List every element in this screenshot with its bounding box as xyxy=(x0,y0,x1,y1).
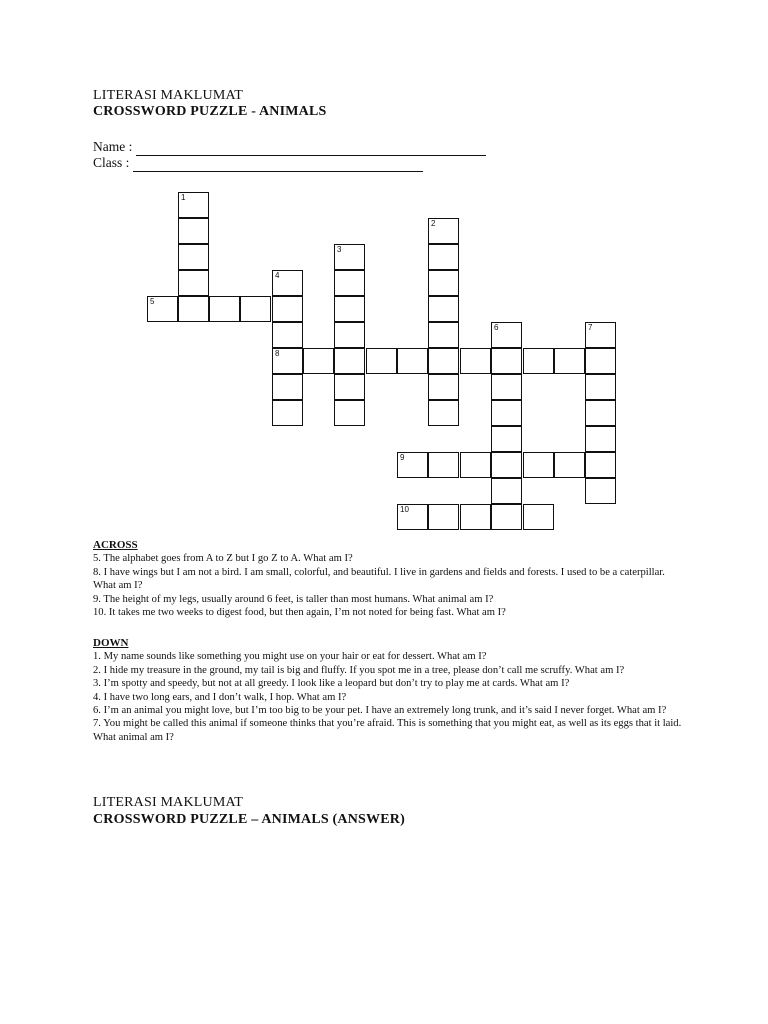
crossword-cell[interactable] xyxy=(428,244,459,270)
crossword-cell[interactable] xyxy=(428,400,459,426)
class-label: Class : xyxy=(93,155,130,170)
crossword-cell[interactable] xyxy=(178,296,209,322)
crossword-cell[interactable] xyxy=(272,296,303,322)
crossword-cell[interactable] xyxy=(147,296,178,322)
crossword-cell[interactable] xyxy=(585,478,616,504)
crossword-cell[interactable] xyxy=(272,348,303,374)
crossword-cell[interactable] xyxy=(272,374,303,400)
crossword-cell[interactable] xyxy=(272,322,303,348)
crossword-cell[interactable] xyxy=(240,296,271,322)
crossword-cell[interactable] xyxy=(428,348,459,374)
crossword-cell[interactable] xyxy=(460,504,491,530)
crossword-cell[interactable] xyxy=(491,400,522,426)
crossword-cell[interactable] xyxy=(272,400,303,426)
crossword-cell[interactable] xyxy=(366,348,397,374)
clue-down-6: 6. I’m an animal you might love, but I’m too big to be your pet. I have an extremely long trunk, and it’s said I never forget. What am I? xyxy=(93,705,667,717)
crossword-cell[interactable] xyxy=(178,244,209,270)
clue-number: 6 xyxy=(494,323,499,332)
clue-number: 1 xyxy=(181,193,186,202)
clue-number: 3 xyxy=(337,245,342,254)
crossword-cell[interactable] xyxy=(460,452,491,478)
crossword-cell[interactable] xyxy=(460,348,491,374)
clue-across-10: 10. It takes me two weeks to digest food, but then again, I’m not noted for being fast. What am I? xyxy=(93,607,506,619)
clue-number: 9 xyxy=(400,453,405,462)
crossword-cell[interactable] xyxy=(334,296,365,322)
crossword-cell[interactable] xyxy=(334,244,365,270)
crossword-cell[interactable] xyxy=(585,426,616,452)
clue-number: 10 xyxy=(400,505,409,514)
clue-number: 5 xyxy=(150,297,155,306)
crossword-cell[interactable] xyxy=(178,270,209,296)
crossword-cell[interactable] xyxy=(554,452,585,478)
crossword-cell[interactable] xyxy=(397,348,428,374)
clue-down-7: 7. You might be called this animal if someone thinks that you’re afraid. This is something that you might eat, as well as its eggs that it laid. What animal am I? xyxy=(93,718,682,743)
down-heading: DOWN xyxy=(93,637,129,649)
answer-title: CROSSWORD PUZZLE – ANIMALS (ANSWER) xyxy=(93,812,405,827)
crossword-cell[interactable] xyxy=(491,452,522,478)
crossword-cell[interactable] xyxy=(585,400,616,426)
crossword-cell[interactable] xyxy=(209,296,240,322)
clue-down-2: 2. I hide my treasure in the ground, my tail is big and fluffy. If you spot me in a tree, please don’t call me scruffy. What am I? xyxy=(93,664,625,676)
crossword-cell[interactable] xyxy=(334,322,365,348)
crossword-cell[interactable] xyxy=(491,426,522,452)
crossword-cell[interactable] xyxy=(428,452,459,478)
clue-down-4: 4. I have two long ears, and I don’t walk, I hop. What am I? xyxy=(93,691,347,703)
crossword-cell[interactable] xyxy=(334,348,365,374)
crossword-cell[interactable] xyxy=(428,504,459,530)
crossword-cell[interactable] xyxy=(397,452,428,478)
subject-heading: LITERASI MAKLUMAT xyxy=(93,88,244,103)
crossword-cell[interactable] xyxy=(178,192,209,218)
crossword-cell[interactable] xyxy=(523,452,554,478)
page-title: CROSSWORD PUZZLE - ANIMALS xyxy=(93,104,327,119)
across-heading: ACROSS xyxy=(93,539,138,551)
down-clues xyxy=(93,637,683,744)
crossword-cell[interactable] xyxy=(272,270,303,296)
crossword-cell[interactable] xyxy=(523,348,554,374)
clue-across-9: 9. The height of my legs, usually around 6 feet, is taller than most humans. What animal am I? xyxy=(93,593,494,605)
crossword-cell[interactable] xyxy=(303,348,334,374)
name-label: Name : xyxy=(93,139,133,154)
crossword-cell[interactable] xyxy=(585,452,616,478)
crossword-cell[interactable] xyxy=(491,478,522,504)
crossword-cell[interactable] xyxy=(585,322,616,348)
crossword-cell[interactable] xyxy=(585,374,616,400)
clue-number: 7 xyxy=(588,323,593,332)
clue-number: 2 xyxy=(431,219,436,228)
crossword-cell[interactable] xyxy=(491,348,522,374)
crossword-cell[interactable] xyxy=(428,374,459,400)
crossword-cell[interactable] xyxy=(491,322,522,348)
crossword-cell[interactable] xyxy=(585,348,616,374)
across-clues xyxy=(93,539,683,619)
crossword-cell[interactable] xyxy=(428,322,459,348)
clue-number: 4 xyxy=(275,271,280,280)
crossword-cell[interactable] xyxy=(334,270,365,296)
clue-across-5: 5. The alphabet goes from A to Z but I go Z to A. What am I? xyxy=(93,553,353,565)
crossword-cell[interactable] xyxy=(491,374,522,400)
answer-subject-heading: LITERASI MAKLUMAT xyxy=(93,795,244,810)
crossword-cell[interactable] xyxy=(428,270,459,296)
crossword-cell[interactable] xyxy=(428,296,459,322)
clue-across-8: 8. I have wings but I am not a bird. I am small, colorful, and beautiful. I live in gardens and fields and forests. I used to be a caterpillar. What am I? xyxy=(93,566,665,592)
crossword-cell[interactable] xyxy=(428,218,459,244)
crossword-cell[interactable] xyxy=(554,348,585,374)
clue-down-3: 3. I’m spotty and speedy, but not at all greedy. I look like a leopard but don’t try to play me at cards. What am I? xyxy=(93,678,570,690)
clue-down-1: 1. My name sounds like something you might use on your hair or eat for dessert. What am I? xyxy=(93,651,487,663)
crossword-cell[interactable] xyxy=(334,400,365,426)
crossword-cell[interactable] xyxy=(397,504,428,530)
clue-number: 8 xyxy=(275,349,280,358)
crossword-cell[interactable] xyxy=(523,504,554,530)
crossword-cell[interactable] xyxy=(334,374,365,400)
crossword-cell[interactable] xyxy=(178,218,209,244)
crossword-cell[interactable] xyxy=(491,504,522,530)
